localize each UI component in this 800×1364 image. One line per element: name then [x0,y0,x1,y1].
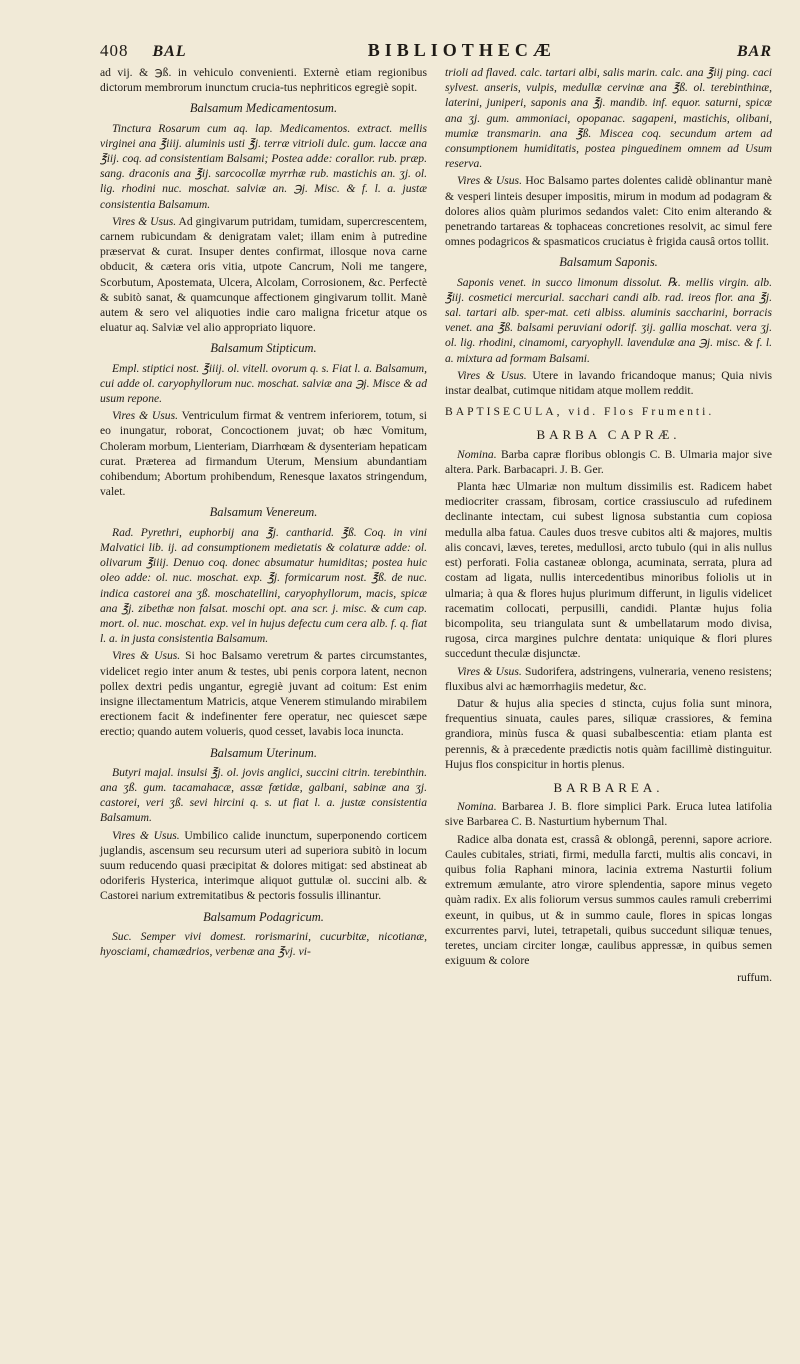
vires-label: Vires & Usus. [457,174,522,188]
vires-paragraph [100,214,427,336]
nomina-paragraph [445,799,772,829]
recipe-continued: trioli ad flaved. calc. tartari albi, salis marin. calc. ana ℥iij ping. caci sylvest. anseris, vulpis, medullæ cervinæ ana ℥ß. ol. terebinthinæ, laterini, juniperi, saponis ana ℥j. mandib. inf. equor. saturni, spicæ ana ʒj. gum. ammoniaci, opopanac. sagapeni, mastichis, olibani, mumiæ transmarin. ana ℥ß. Misceа coq. secundum artem ad consumptionem humiditatis, postea pinguedinem omnem ad Usum reserva. [445,66,772,171]
description-paragraph: Planta hæc Ulmariæ non multum dissimilis est. Radicem habet mediocriter crassam, fibrosam, cortice crassiusculo ad rufedinem declinante intectam, cui subest lignosa substantia cum copiosa medulla alba fatua. Caules duos tresve cubitos alti & majores, multis alis concavi, læves, teretes, medullosi, arcto tubulo (qui in alis nullus est) perforati. Folia castaneæ oblonga, acuminata, serrata, plura ad costam ad ligata, nullis intercedentibus minoribus foliolis ut in ulmaria; à qua & flores hujus plurimum differunt, in ligulis videlicet racematim collocati, perpusilli, candidi. Plantæ hujus folia bicompolita, seu triangulata sunt & umbellatarum modo divisa, rugosa, circa margines pulchre dentata: uniquique & flori plures succedunt theculæ disjunctæ. [445,480,772,661]
section-heading: Balsamum Podagricum. [203,909,324,924]
nomina-text: Barba capræ floribus oblongis C. B. Ulmaria major sive altera. Park. Barbacapri. J. B. Ger. [445,447,772,476]
vires-text: Sudorifera, adstringens, vulneraria, veneno resistens; fluxibus alvi ac hæmorrhagiis medetur, &c. [445,664,772,693]
section-heading: Balsamum Medicamentosum. [189,101,338,116]
vires-label: Vires & Usus. [457,664,522,678]
running-head-left: BAL [152,43,187,60]
vires-paragraph [100,648,427,739]
recipe: Tinctura Rosarum cum aq. lap. Medicamentos. extract. mellis virginei ana ℥iiij. aluminis usti ℥j. terræ vitrioli dulc. gum. laccæ ana ℥iij. coq. ad consistentiam Balsami; Postea adde: corallor. rub. præp. sang. draconis ana ℥ij. sarcocollæ myrrhæ rub. mastichis an. ʒj. ol. lig. rhodini nuc. moschat. salviæ an. ℈j. Misc. & f. l. a. justæ consistentia Balsamum. [100,121,427,211]
section-heading: Balsamum Venereum. [209,505,318,520]
recipe: Suc. Semper vivi domest. rorismarini, cucurbitæ, nicotianæ, hyosciami, chamædrios, verbenæ ana ℥vj. vi- [100,929,427,958]
section-heading: Balsamum Stipticum. [210,341,317,356]
running-head-right: BAR [736,43,772,60]
vires-text: Si hoc Balsamo veretrum & partes circumstantes, videlicet regio inter anum & testes, ubi penis corpora latent, necnon pollex dextri pedis ungantur, egregiè juvant ad coitum: Est enim insigne illectamentum Matricis, atque Venerem stimulando mirabilem erectionem facit & indefinenter fere operatur, nec quiescet sæpe erectio; quando autem volueris, quod cesset, lavabis loca inuncta. [100,649,427,739]
vires-label: Vires & Usus. [112,828,180,842]
right-column [445,65,772,986]
vires-paragraph [445,664,772,694]
section-heading: Balsamum Uterinum. [210,745,317,760]
section-heading: Balsamum Saponis. [559,255,658,270]
left-column [100,65,427,986]
vires-text: Hoc Balsamo partes dolentes calidè oblinantur manè & vesperi linteis desuper impositis, mirum in modum ad podagram & dolores alios quàm plurimos sedandos valet: Cito enim alterando & penetrando tartareas & tophaceas concretiones resolvit, ac simul fere omnes podagricos & spasmaticos cruciatus è frigida causâ ortos tollit. [445,174,772,249]
vires-text: Ad gingivarum putridam, tumidam, supercrescentem, carnem rubicundam & denigratam valet; illam enim à putredine præservat & curat. Insuper dentes confirmat, illosque nova carne obducit, & cætera oris vitia, utpote Cancrum, Noli me tangere, Scorbutum, Apostemata, Ulcera, Alcolam, Corrosionem, &c. Perfectè & subitò sanat, & quamcunque affectionem gingivarum tollit. Manè autem & sero vel aliquoties indie caro maligna fricetur atque os eluatur aq. Salviæ vel alio appropriato liquore. [100,214,427,335]
entry-heading-barba-caprae: BARBA CAPRÆ. [536,427,681,443]
nomina-label: Nomina. [457,447,497,461]
vires-label: Vires & Usus. [112,214,177,228]
recipe: Saponis venet. in succo limonum dissolut. ℞. mellis virgin. alb. ℥iij. cosmetici mercurial. sacchari candi alb. rad. ireos flor. ana ℥j. sal. tartari alb. sper-mat. ceti albiss. aluminis saccharini, borracis venet. ana ℥ß. balsami peruviani odorif. ʒij. gallia moschat. vera ʒj. ol. lig. rhodini, cinamomi, caryophyll. lavendulæ ana ℈j. misc. & f. l. a. mixtura ad formam Balsami. [445,275,772,365]
vires-paragraph [100,408,427,499]
vires-paragraph [445,368,772,398]
recipe: Butyri majal. insulsi ℥j. ol. jovis anglici, succini citrin. terebinthin. ana ʒß. gum. tacamahacæ, assæ fœtidæ, galbani, sabinæ ana ʒj. castorei, veri ʒß. sevi hircini q. s. ut fiat l. a. justæ consistentia Balsamum. [100,765,427,825]
entry-heading-baptisecula: BAPTISECULA, vid. Flos Frumenti. [445,405,715,419]
vires-label: Vires & Usus. [112,649,181,663]
vires-label: Vires & Usus. [112,409,179,423]
nomina-label: Nomina. [457,800,497,814]
vires-label: Vires & Usus. [457,368,527,382]
nomina-paragraph [445,447,772,477]
two-column-text [100,65,772,986]
nomina-text: Barbarea J. B. flore simplici Park. Eruca lutea latifolia sive Barbarea C. B. Nasturtium hybernum Thal. [445,800,772,829]
running-header [100,40,772,61]
vires-text: Umbilico calide inunctum, superponendo corticem juglandis, ascensum seu recursum uteri ad superiora subitò in locum suum reducendo quasi præcipitat & dolores mitigat: sed abstineat ab odoriferis Hystericа, interimque aliquot guttulæ ol. succini alb. & Castorei narium extremitatibus & pectoris fossulis illinantur. [100,828,427,903]
recipe: Empl. stiptici nost. ℥iiij. ol. vitell. ovorum q. s. Fiat l. a. Balsamum, cui adde ol. caryophyllorum nuc. moschat. salviæ ana ℈j. Misce & ad usum repone. [100,361,427,406]
page-number: 408 [100,41,129,60]
recipe: Rad. Pyrethri, euphorbij ana ℥j. cantharid. ℥ß. Coq. in vini Malvatici lib. ij. ad consumptionem medietatis & colaturæ adde: ol. olivarum ℥iiij. Denuo coq. donec absumatur humiditas; postea huic oleo adde: ol. nuc. moschat. exp. ℥j. formicarum nost. ℥ß. de nuc. indica castorei ana ʒß. moschatellini, caryophyllorum, macis, spicæ ana ℥j. zibethæ non falsat. moschi opt. ana scr. j. misc. & cum cap. mort. ol. nuc. moschat. exp. vel in hujus defectu cum cera alb. f. q. fiat l. a. in justa consistentia Balsamum. [100,525,427,646]
vires-text: Utere in lavando fricandoque manus; Quia nivis instar dealbat, cutimque nitidam atque mollem reddit. [445,368,773,398]
description-paragraph: Radice alba donata est, crassâ & oblongâ, perenni, sapore acriore. Caules cubitales, striati, firmi, medulla farcti, multis alis concavi, in quibus folia Raphani minora, lacinia extrema Nasturtii folium extremum æmulante, atro virore splendentia, sapore minus vegeto quàm radix. Ex alis foliorum versus summos caules ramuli creberrimi exeunt, in quibus, ut & in summo caule, flores in spicas longas excurrentes parvi, lutei, tetrapetali, quibus succedunt siliquæ tenues, teretes, unciam circiter longæ, caulibus appressæ, in quibus semen exiguum & colore [445,832,772,968]
description-paragraph: Datur & hujus alia species d stincta, cujus folia sunt minora, frequentius sinuata, caules pares, siliquæ crassiores, & femina grandiora, minùs fusca & quasi subalbescentia: etiam planta est perennis, & à præcedente prædictis notis quàm facillimè distinguitur. Hujus flos conspicitur in hortis plenus. [445,696,772,771]
paragraph: ad vij. & ℈ß. in vehiculo convenienti. Externè etiam regionibus dictorum membrorum inunctum crucia-tus nephriticos egregiè sopit. [100,66,427,95]
running-title: BIBLIOTHECÆ [367,40,556,60]
vires-paragraph [445,173,772,249]
vires-paragraph [100,828,427,904]
entry-heading-barbarea: BARBAREA. [553,779,664,795]
catchword: ruffum. [737,971,772,985]
vires-text: Ventriculum firmat & ventrem inferiorem, totum, si eo inungatur, roborat, Concoctionem juvat; ob hæc Vomitum, Choleram morbum, Lienteriam, Diarrhœam & dysenteriam hepaticam curat. Præterea ad firmandum Uterum, Mensium abundantiam cohibendum; Abortum prohibendum, Renesque laxatos stringendum, valet. [100,409,427,499]
